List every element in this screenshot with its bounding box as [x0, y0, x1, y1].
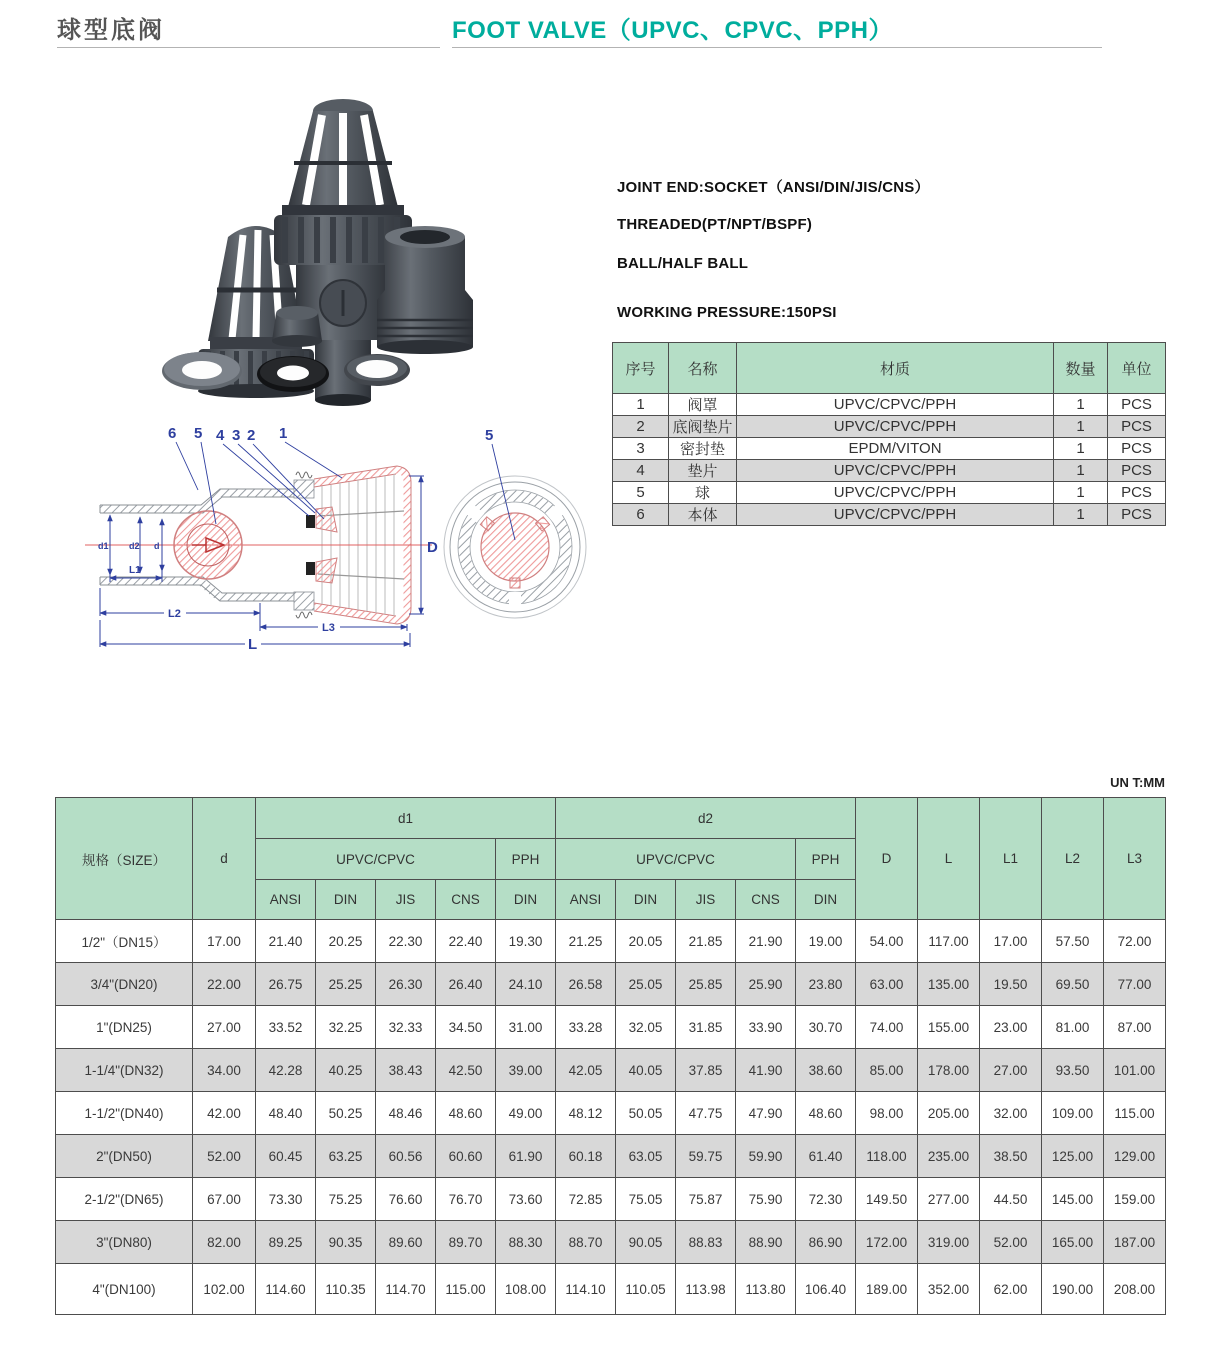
table-cell: 62.00 — [980, 1264, 1042, 1315]
table-cell: 89.60 — [376, 1221, 436, 1264]
table-cell: 阀罩 — [669, 394, 737, 416]
table-cell: 21.85 — [676, 920, 736, 963]
std-header: JIS — [376, 880, 436, 920]
table-cell: 23.00 — [980, 1006, 1042, 1049]
table-cell: 145.00 — [1042, 1178, 1104, 1221]
table-cell: UPVC/CPVC/PPH — [737, 460, 1054, 482]
table-cell: 129.00 — [1104, 1135, 1166, 1178]
table-cell: 88.83 — [676, 1221, 736, 1264]
table-cell: 93.50 — [1042, 1049, 1104, 1092]
table-cell: 20.05 — [616, 920, 676, 963]
page-title-cn: 球型底阀 — [57, 17, 165, 44]
table-cell: 22.30 — [376, 920, 436, 963]
table-cell: 88.70 — [556, 1221, 616, 1264]
table-cell: 190.00 — [1042, 1264, 1104, 1315]
table-cell: 1"(DN25) — [56, 1006, 193, 1049]
callout-6: 6 — [168, 425, 177, 442]
table-cell: 48.12 — [556, 1092, 616, 1135]
table-cell: 17.00 — [980, 920, 1042, 963]
header-rule-left — [57, 47, 440, 48]
table-cell: 89.70 — [436, 1221, 496, 1264]
dims-header-row-groups — [56, 798, 1166, 839]
table-cell: 75.87 — [676, 1178, 736, 1221]
table-cell: 1-1/2"(DN40) — [56, 1092, 193, 1135]
parts-header-row — [613, 343, 1166, 394]
std-header: DIN — [796, 880, 856, 920]
dim-d2: d2 — [129, 541, 140, 551]
table-row — [613, 416, 1166, 438]
table-cell: 155.00 — [918, 1006, 980, 1049]
table-cell: 60.56 — [376, 1135, 436, 1178]
table-cell: 38.50 — [980, 1135, 1042, 1178]
table-cell: 88.90 — [736, 1221, 796, 1264]
table-cell: 63.25 — [316, 1135, 376, 1178]
table-cell: 172.00 — [856, 1221, 918, 1264]
table-cell: 19.00 — [796, 920, 856, 963]
table-cell: 3 — [613, 438, 669, 460]
table-cell: 32.00 — [980, 1092, 1042, 1135]
table-row — [613, 482, 1166, 504]
small-cap — [272, 306, 322, 347]
table-cell: 22.00 — [193, 963, 256, 1006]
table-cell: EPDM/VITON — [737, 438, 1054, 460]
table-cell: 178.00 — [918, 1049, 980, 1092]
table-cell: 密封垫 — [669, 438, 737, 460]
table-row — [613, 394, 1166, 416]
table-cell: 101.00 — [1104, 1049, 1166, 1092]
table-cell: 1 — [1054, 504, 1108, 526]
table-cell: 60.45 — [256, 1135, 316, 1178]
dimensions-table — [55, 797, 1166, 1315]
technical-drawing — [60, 420, 600, 665]
table-row — [56, 920, 1166, 963]
table-cell: 72.30 — [796, 1178, 856, 1221]
table-cell: 149.50 — [856, 1178, 918, 1221]
table-cell: 24.10 — [496, 963, 556, 1006]
ball-section-view — [444, 444, 586, 618]
material-header-pph-d1: PPH — [496, 839, 556, 880]
table-cell: 17.00 — [193, 920, 256, 963]
table-cell: 44.50 — [980, 1178, 1042, 1221]
table-cell: 2"(DN50) — [56, 1135, 193, 1178]
table-cell: 21.25 — [556, 920, 616, 963]
table-cell: 76.70 — [436, 1178, 496, 1221]
table-cell: 3/4"(DN20) — [56, 963, 193, 1006]
table-cell: 3"(DN80) — [56, 1221, 193, 1264]
table-cell: 319.00 — [918, 1221, 980, 1264]
table-cell: 1 — [1054, 460, 1108, 482]
std-header: DIN — [316, 880, 376, 920]
table-cell: 50.25 — [316, 1092, 376, 1135]
table-cell: 6 — [613, 504, 669, 526]
table-cell: 52.00 — [193, 1135, 256, 1178]
table-cell: 1/2"（DN15） — [56, 920, 193, 963]
col-header-size: 规格（SIZE） — [56, 798, 193, 920]
spec-line: WORKING PRESSURE:150PSI — [617, 304, 837, 321]
col-header-name: 名称 — [669, 343, 737, 394]
table-cell: 26.30 — [376, 963, 436, 1006]
material-header-upvc-d1: UPVC/CPVC — [256, 839, 496, 880]
std-header: ANSI — [556, 880, 616, 920]
table-cell: 61.40 — [796, 1135, 856, 1178]
table-cell: 73.30 — [256, 1178, 316, 1221]
table-cell: 52.00 — [980, 1221, 1042, 1264]
dim-l2: L2 — [168, 608, 181, 620]
table-cell: 33.28 — [556, 1006, 616, 1049]
table-cell: 25.25 — [316, 963, 376, 1006]
dim-d: d — [154, 541, 160, 551]
material-header-upvc-d2: UPVC/CPVC — [556, 839, 796, 880]
table-cell: PCS — [1108, 504, 1166, 526]
col-header-material: 材质 — [737, 343, 1054, 394]
col-header-L2: L2 — [1042, 798, 1104, 920]
table-row — [56, 1135, 1166, 1178]
table-cell: PCS — [1108, 460, 1166, 482]
table-cell: 30.70 — [796, 1006, 856, 1049]
table-cell: 40.05 — [616, 1049, 676, 1092]
dimension-labels — [98, 425, 493, 653]
table-cell: UPVC/CPVC/PPH — [737, 416, 1054, 438]
table-cell: 34.00 — [193, 1049, 256, 1092]
table-cell: 114.10 — [556, 1264, 616, 1315]
table-cell: 117.00 — [918, 920, 980, 963]
group-header-d1: d1 — [256, 798, 556, 839]
table-cell: 26.58 — [556, 963, 616, 1006]
table-cell: 50.05 — [616, 1092, 676, 1135]
dim-big-d: D — [427, 539, 438, 556]
col-header-L: L — [918, 798, 980, 920]
table-cell: 31.85 — [676, 1006, 736, 1049]
table-cell: 277.00 — [918, 1178, 980, 1221]
table-cell: 1 — [1054, 482, 1108, 504]
std-header: DIN — [616, 880, 676, 920]
table-cell: 19.30 — [496, 920, 556, 963]
table-cell: 26.40 — [436, 963, 496, 1006]
table-cell: 25.05 — [616, 963, 676, 1006]
table-cell: 106.40 — [796, 1264, 856, 1315]
table-cell: 60.18 — [556, 1135, 616, 1178]
table-cell: 75.25 — [316, 1178, 376, 1221]
callout-1: 1 — [279, 425, 288, 442]
spec-line: BALL/HALF BALL — [617, 255, 749, 272]
table-row — [56, 1049, 1166, 1092]
table-cell: 26.75 — [256, 963, 316, 1006]
table-cell: UPVC/CPVC/PPH — [737, 504, 1054, 526]
table-cell: 42.05 — [556, 1049, 616, 1092]
callout-3: 3 — [232, 427, 241, 444]
table-cell: 114.70 — [376, 1264, 436, 1315]
table-cell: 90.05 — [616, 1221, 676, 1264]
table-cell: 115.00 — [1104, 1092, 1166, 1135]
table-cell: 21.40 — [256, 920, 316, 963]
table-cell: 48.60 — [796, 1092, 856, 1135]
table-cell: PCS — [1108, 482, 1166, 504]
table-cell: 32.33 — [376, 1006, 436, 1049]
table-cell: 4 — [613, 460, 669, 482]
table-cell: 33.52 — [256, 1006, 316, 1049]
table-cell: 本体 — [669, 504, 737, 526]
table-cell: 76.60 — [376, 1178, 436, 1221]
table-cell: 98.00 — [856, 1092, 918, 1135]
table-cell: 48.40 — [256, 1092, 316, 1135]
col-header-D: D — [856, 798, 918, 920]
col-header-L1: L1 — [980, 798, 1042, 920]
std-header: CNS — [736, 880, 796, 920]
table-cell: 1 — [1054, 438, 1108, 460]
col-header-no: 序号 — [613, 343, 669, 394]
table-cell: 19.50 — [980, 963, 1042, 1006]
table-cell: 109.00 — [1042, 1092, 1104, 1135]
table-cell: 72.85 — [556, 1178, 616, 1221]
table-cell: 48.46 — [376, 1092, 436, 1135]
parts-table — [612, 342, 1166, 526]
table-cell: 72.00 — [1104, 920, 1166, 963]
table-cell: 49.00 — [496, 1092, 556, 1135]
table-cell: 60.60 — [436, 1135, 496, 1178]
table-cell: PCS — [1108, 416, 1166, 438]
product-photo-image — [60, 85, 600, 420]
std-header: CNS — [436, 880, 496, 920]
table-cell: 74.00 — [856, 1006, 918, 1049]
table-cell: 38.43 — [376, 1049, 436, 1092]
group-header-d2: d2 — [556, 798, 856, 839]
table-row — [613, 460, 1166, 482]
table-cell: 22.40 — [436, 920, 496, 963]
table-cell: 27.00 — [193, 1006, 256, 1049]
table-cell: 39.00 — [496, 1049, 556, 1092]
col-header-qty: 数量 — [1054, 343, 1108, 394]
table-cell: 4"(DN100) — [56, 1264, 193, 1315]
table-cell: 113.98 — [676, 1264, 736, 1315]
table-cell: UPVC/CPVC/PPH — [737, 394, 1054, 416]
table-cell: 1 — [613, 394, 669, 416]
dim-d1: d1 — [98, 541, 109, 551]
header-rule-right — [452, 47, 1102, 48]
col-header-L3: L3 — [1104, 798, 1166, 920]
table-cell: 2-1/2"(DN65) — [56, 1178, 193, 1221]
table-row — [613, 504, 1166, 526]
dim-l: L — [248, 636, 258, 653]
table-cell: 垫片 — [669, 460, 737, 482]
table-cell: 90.35 — [316, 1221, 376, 1264]
table-cell: 25.90 — [736, 963, 796, 1006]
table-cell: 165.00 — [1042, 1221, 1104, 1264]
table-row — [56, 1178, 1166, 1221]
table-cell: 59.75 — [676, 1135, 736, 1178]
table-cell: 189.00 — [856, 1264, 918, 1315]
table-cell: 115.00 — [436, 1264, 496, 1315]
table-cell: 1-1/4"(DN32) — [56, 1049, 193, 1092]
table-cell: 47.75 — [676, 1092, 736, 1135]
table-cell: 81.00 — [1042, 1006, 1104, 1049]
spec-line: JOINT END:SOCKET（ANSI/DIN/JIS/CNS） — [617, 179, 930, 196]
table-cell: 125.00 — [1042, 1135, 1104, 1178]
table-cell: 57.50 — [1042, 920, 1104, 963]
table-cell: 77.00 — [1104, 963, 1166, 1006]
table-cell: 1 — [1054, 416, 1108, 438]
table-cell: 31.00 — [496, 1006, 556, 1049]
socket-fitting — [377, 226, 473, 354]
circle-callout-5: 5 — [485, 427, 494, 444]
table-cell: 88.30 — [496, 1221, 556, 1264]
std-header: DIN — [496, 880, 556, 920]
gasket-rings — [162, 352, 410, 392]
table-cell: 114.60 — [256, 1264, 316, 1315]
table-row — [56, 963, 1166, 1006]
table-cell: PCS — [1108, 438, 1166, 460]
table-cell: PCS — [1108, 394, 1166, 416]
table-cell: 113.80 — [736, 1264, 796, 1315]
table-cell: 球 — [669, 482, 737, 504]
table-cell: 135.00 — [918, 963, 980, 1006]
table-cell: 69.50 — [1042, 963, 1104, 1006]
table-row — [56, 1092, 1166, 1135]
table-cell: 73.60 — [496, 1178, 556, 1221]
table-cell: 42.28 — [256, 1049, 316, 1092]
page-title-en: FOOT VALVE（UPVC、CPVC、PPH） — [452, 17, 893, 44]
material-header-pph-d2: PPH — [796, 839, 856, 880]
table-cell: 1 — [1054, 394, 1108, 416]
table-cell: 86.90 — [796, 1221, 856, 1264]
table-cell: 23.80 — [796, 963, 856, 1006]
table-cell: 42.00 — [193, 1092, 256, 1135]
table-cell: 108.00 — [496, 1264, 556, 1315]
table-cell: 75.05 — [616, 1178, 676, 1221]
table-cell: 63.00 — [856, 963, 918, 1006]
spec-line: THREADED(PT/NPT/BSPF) — [617, 216, 813, 233]
callout-4: 4 — [216, 427, 225, 444]
table-cell: 89.25 — [256, 1221, 316, 1264]
table-cell: 32.05 — [616, 1006, 676, 1049]
table-cell: 41.90 — [736, 1049, 796, 1092]
std-header: ANSI — [256, 880, 316, 920]
table-cell: 102.00 — [193, 1264, 256, 1315]
table-cell: 82.00 — [193, 1221, 256, 1264]
table-cell: 208.00 — [1104, 1264, 1166, 1315]
table-cell: 25.85 — [676, 963, 736, 1006]
col-header-d: d — [193, 798, 256, 920]
table-cell: 235.00 — [918, 1135, 980, 1178]
table-cell: UPVC/CPVC/PPH — [737, 482, 1054, 504]
table-cell: 38.60 — [796, 1049, 856, 1092]
table-cell: 67.00 — [193, 1178, 256, 1221]
callout-5: 5 — [194, 425, 203, 442]
table-cell: 42.50 — [436, 1049, 496, 1092]
callout-2: 2 — [247, 427, 256, 444]
table-cell: 187.00 — [1104, 1221, 1166, 1264]
col-header-unit: 单位 — [1108, 343, 1166, 394]
table-cell: 54.00 — [856, 920, 918, 963]
table-cell: 5 — [613, 482, 669, 504]
table-cell: 47.90 — [736, 1092, 796, 1135]
table-cell: 48.60 — [436, 1092, 496, 1135]
table-cell: 21.90 — [736, 920, 796, 963]
table-cell: 20.25 — [316, 920, 376, 963]
table-row — [56, 1264, 1166, 1315]
table-cell: 33.90 — [736, 1006, 796, 1049]
table-cell: 32.25 — [316, 1006, 376, 1049]
dim-l1: L1 — [129, 565, 141, 576]
table-cell: 40.25 — [316, 1049, 376, 1092]
dim-l3: L3 — [322, 622, 335, 634]
table-row — [56, 1006, 1166, 1049]
table-cell: 63.05 — [616, 1135, 676, 1178]
table-cell: 85.00 — [856, 1049, 918, 1092]
table-row — [613, 438, 1166, 460]
table-cell: 352.00 — [918, 1264, 980, 1315]
table-cell: 34.50 — [436, 1006, 496, 1049]
table-cell: 118.00 — [856, 1135, 918, 1178]
std-header: JIS — [676, 880, 736, 920]
table-cell: 27.00 — [980, 1049, 1042, 1092]
table-cell: 110.05 — [616, 1264, 676, 1315]
table-cell: 2 — [613, 416, 669, 438]
table-cell: 75.90 — [736, 1178, 796, 1221]
table-cell: 159.00 — [1104, 1178, 1166, 1221]
table-cell: 87.00 — [1104, 1006, 1166, 1049]
table-cell: 205.00 — [918, 1092, 980, 1135]
table-cell: 底阀垫片 — [669, 416, 737, 438]
table-row — [56, 1221, 1166, 1264]
table-cell: 110.35 — [316, 1264, 376, 1315]
table-cell: 37.85 — [676, 1049, 736, 1092]
table-cell: 59.90 — [736, 1135, 796, 1178]
table-cell: 61.90 — [496, 1135, 556, 1178]
unit-note: UN T:MM — [1110, 775, 1165, 790]
